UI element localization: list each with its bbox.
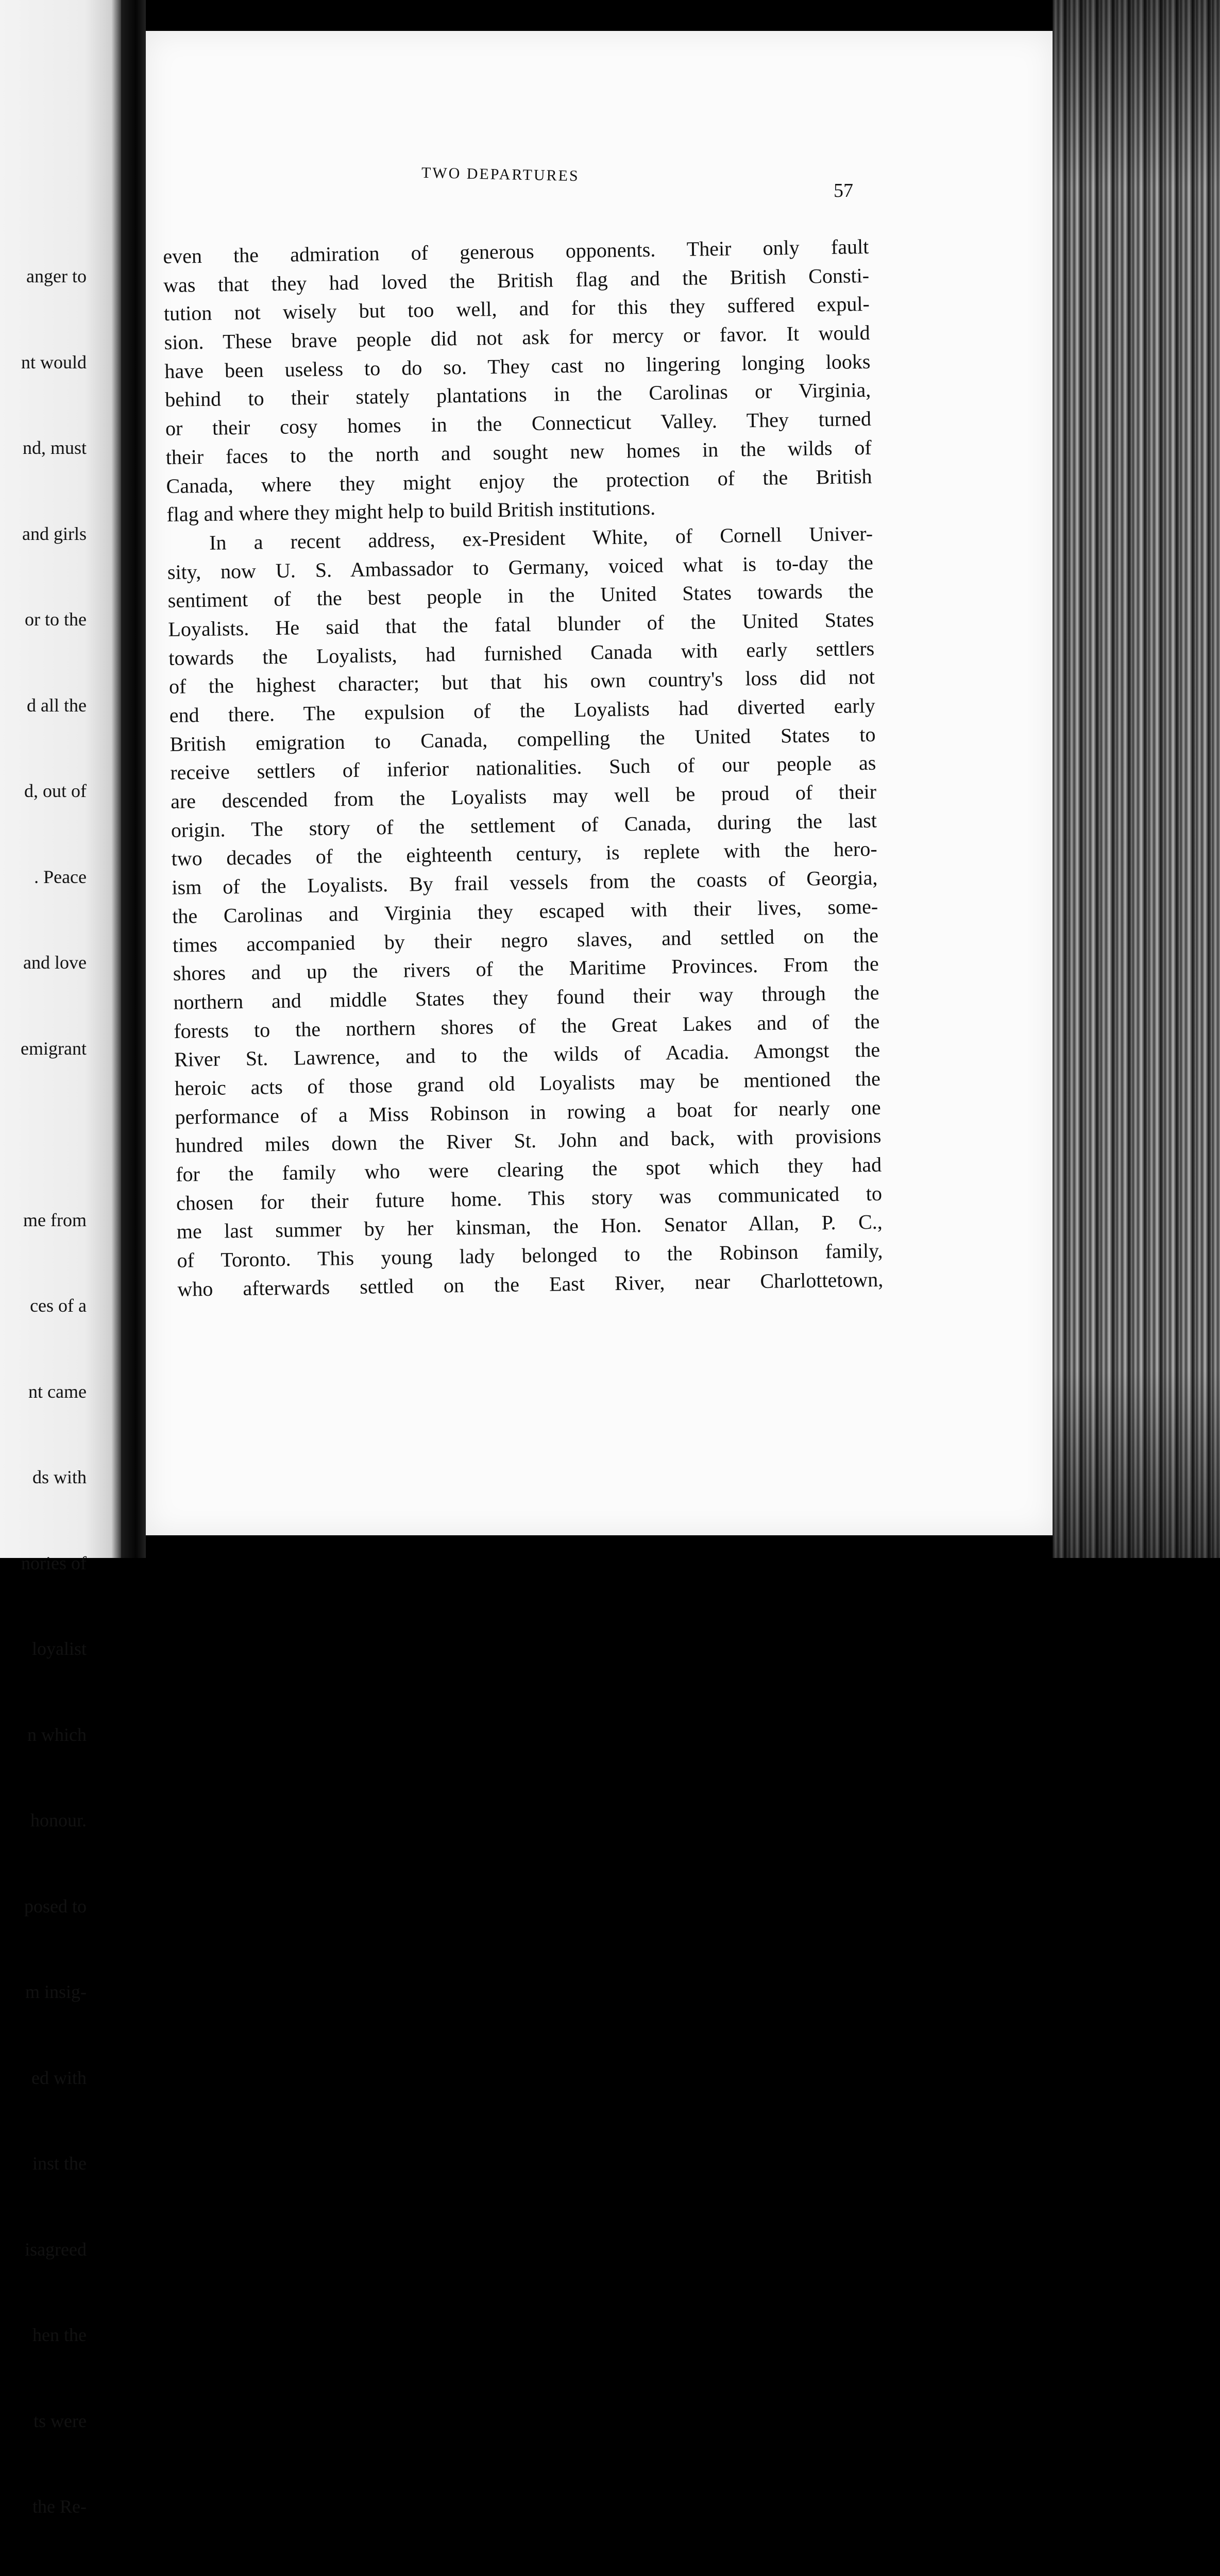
previous-page-line: or to the xyxy=(25,609,87,630)
text-line: receive settlers of inferior nationalities. Such of our people as xyxy=(170,751,876,785)
previous-page-line: nt came xyxy=(28,1381,87,1402)
text-line: or their cosy homes in the Connecticut Valley. They turned xyxy=(165,406,872,440)
text-line: forests to the northern shores of the Great Lakes and of the xyxy=(174,1009,880,1043)
paragraph-start-line: In a recent address, ex-President White, of Cornell Univer- xyxy=(209,521,873,554)
previous-page-line: isagreed xyxy=(25,2239,87,2260)
text-line: heroic acts of those grand old Loyalists may be mentioned the xyxy=(174,1066,881,1100)
text-line: me last summer by her kinsman, the Hon. Senator Allan, P. C., xyxy=(176,1210,883,1244)
previous-page-line xyxy=(0,1120,87,1149)
text-line: who afterwards settled on the East River, near Charlottetown, xyxy=(177,1267,884,1301)
previous-page-line: ces of a xyxy=(30,1295,87,1316)
text-line: behind to their stately plantations in the Carolinas or Virginia, xyxy=(164,378,871,412)
text-line: sentiment of the best people in the United States towards the xyxy=(167,579,874,613)
previous-page-line: nd, must xyxy=(22,437,87,458)
text-line: towards the Loyalists, had furnished Canada with early settlers xyxy=(168,636,875,670)
text-line: Canada, where they might enjoy the protection of the British xyxy=(166,464,872,498)
text-line: flag and where they might help to build British institutions. xyxy=(166,496,656,527)
text-line: their faces to the north and sought new homes in the wilds of xyxy=(165,435,872,469)
page-edges-shadow xyxy=(1053,0,1220,1558)
text-line: two decades of the eighteenth century, is replete with the hero- xyxy=(171,837,877,871)
previous-page-line: n which xyxy=(27,1724,87,1745)
text-line: origin. The story of the settlement of Canada, during the last xyxy=(171,808,877,842)
previous-page-line: posed to xyxy=(24,1895,87,1917)
text-line: even the admiration of generous opponents. Their only fault xyxy=(163,234,869,268)
previous-page-line: nt would xyxy=(21,351,87,372)
text-line: shores and up the rivers of the Maritime Provinces. From the xyxy=(173,952,879,986)
text-line: River St. Lawrence, and to the wilds of Acadia. Amongst the xyxy=(174,1038,880,1072)
previous-page-line: honour. xyxy=(30,1810,87,1831)
text-line: tution not wisely but too well, and for this they suffered expul- xyxy=(163,292,870,326)
text-line: are descended from the Loyalists may well be proud of their xyxy=(170,779,877,813)
text-line: was that they had loved the British flag and the British Consti- xyxy=(163,263,870,297)
previous-page-line: . Peace xyxy=(34,866,87,887)
text-line: have been useless to do so. They cast no lingering longing looks xyxy=(164,349,871,383)
previous-page-line: emigrant xyxy=(21,1038,87,1059)
text-line: of the highest character; but that his own country's loss did not xyxy=(168,665,875,699)
page-number: 57 xyxy=(834,180,853,201)
text-line: performance of a Miss Robinson in rowing a boat for nearly one xyxy=(175,1095,881,1129)
previous-page-line: m insig- xyxy=(25,1981,87,2002)
previous-page-line: and girls xyxy=(22,523,87,544)
previous-page-line: ed with xyxy=(31,2067,87,2088)
book-page xyxy=(146,31,1053,1535)
text-line: hundred miles down the River St. John and back, with provisions xyxy=(175,1124,882,1158)
running-head: TWO DEPARTURES xyxy=(421,164,580,185)
text-line: of Toronto. This young lady belonged to the Robinson family, xyxy=(177,1239,883,1272)
text-line: end there. The expulsion of the Loyalists had diverted early xyxy=(169,693,876,727)
previous-page-line: hen the xyxy=(32,2325,87,2345)
text-line: the Carolinas and Virginia they escaped with their lives, some- xyxy=(172,894,878,928)
text-line: chosen for their future home. This story was communicated to xyxy=(176,1181,883,1215)
previous-page-line: d all the xyxy=(27,694,87,716)
text-line: British emigration to Canada, compelling the United States to xyxy=(170,722,876,756)
previous-page-line: nories of xyxy=(21,1552,87,1573)
previous-page-line: and love xyxy=(23,952,87,973)
previous-page-line: me from xyxy=(23,1209,87,1230)
book-gutter xyxy=(121,0,146,1558)
text-line: times accompanied by their negro slaves, and settled on the xyxy=(172,923,879,957)
previous-page-text xyxy=(0,205,87,2576)
previous-page xyxy=(0,0,121,2517)
previous-page-line: the Re- xyxy=(32,2496,87,2517)
body-text xyxy=(163,232,884,1303)
previous-page-line: ds with xyxy=(32,1467,87,1487)
text-line: northern and middle States they found their way through the xyxy=(173,980,879,1014)
previous-page-line: inst the xyxy=(32,2153,87,2174)
text-line: ism of the Loyalists. By frail vessels from the coasts of Georgia, xyxy=(172,866,878,900)
previous-page-line: loyalist xyxy=(32,1638,87,1659)
previous-page-line: d, out of xyxy=(24,781,87,801)
previous-page-line: anger to xyxy=(26,266,87,286)
text-line: for the family who were clearing the spot which they had xyxy=(175,1153,882,1186)
text-line: Loyalists. He said that the fatal blunder of the United States xyxy=(168,607,874,641)
previous-page-line: ts were xyxy=(33,2410,87,2431)
text-line: sity, now U. S. Ambassador to Germany, voiced what is to-day the xyxy=(167,550,874,584)
text-line: sion. These brave people did not ask for mercy or favor. It would xyxy=(164,320,870,354)
